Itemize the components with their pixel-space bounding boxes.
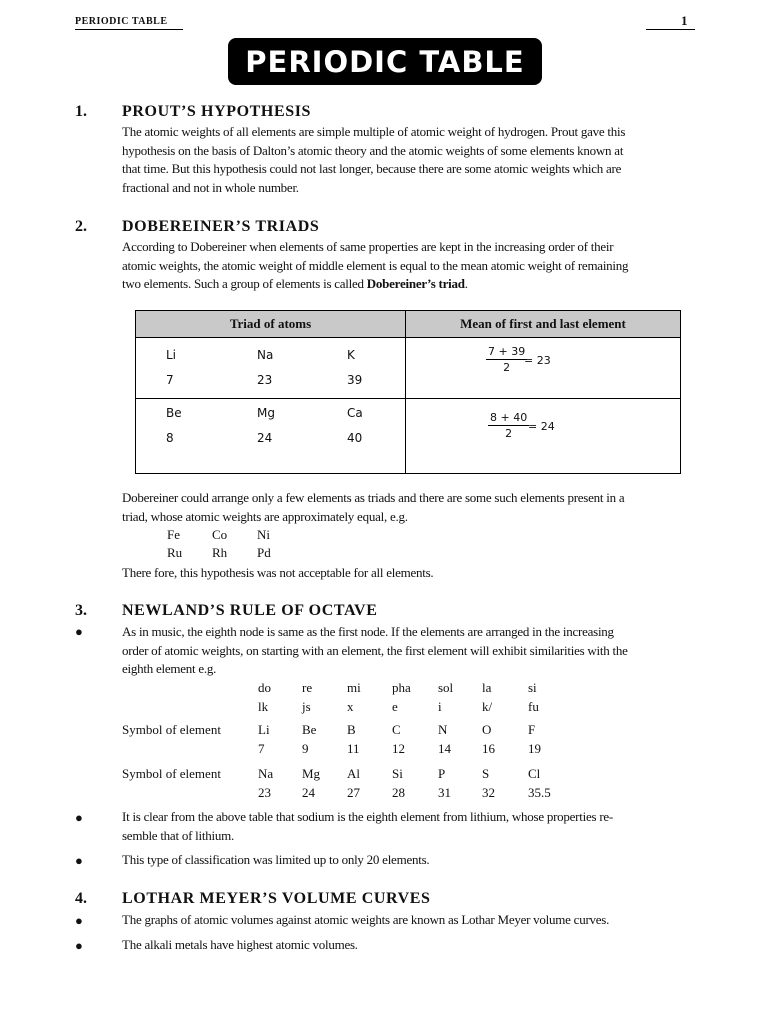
running-header: PERIODIC TABLE <box>75 16 168 27</box>
atomic-weight: 8 <box>166 431 174 445</box>
section-3-number: 3. <box>75 602 87 619</box>
mean-result: = 24 <box>528 420 555 433</box>
octave-cell: 32 <box>482 785 495 800</box>
table-header-mean: Mean of first and last element <box>406 311 681 338</box>
section-1-title: PROUT’S HYPOTHESIS <box>122 103 312 120</box>
bullet-icon: ● <box>75 913 83 928</box>
octave-cell: 19 <box>528 741 541 756</box>
text-line: Dobereiner could arrange only a few elements as triads and there are some such elements present in a <box>122 490 625 505</box>
section-2-number: 2. <box>75 218 87 235</box>
section-2-after-paragraph <box>122 489 692 526</box>
octave-cell: Si <box>392 766 403 781</box>
element-symbol: Li <box>166 348 177 362</box>
octave-cell: 31 <box>438 785 451 800</box>
page-title: PERIODIC TABLE <box>228 38 542 85</box>
header-rule-right <box>646 29 695 30</box>
octave-cell: e <box>392 699 398 714</box>
fraction-numerator: 7 + 39 <box>488 345 526 358</box>
octave-cell: 12 <box>392 741 405 756</box>
octave-cell: re <box>302 680 313 695</box>
section-3-bullet-2 <box>122 808 692 845</box>
table-cell-triad-1 <box>136 338 406 399</box>
octave-cell: 27 <box>347 785 360 800</box>
section-4-bullet-2: The alkali metals have highest atomic volumes. <box>122 937 358 952</box>
triad-table <box>135 310 681 474</box>
section-2-paragraph <box>122 238 692 294</box>
section-1-number: 1. <box>75 103 87 120</box>
example-element: Co <box>212 527 228 542</box>
element-symbol: K <box>347 348 355 362</box>
term-bold: Dobereiner’s triad <box>366 276 465 291</box>
atomic-weight: 23 <box>257 373 273 387</box>
octave-cell: pha <box>392 680 411 695</box>
octave-cell: 35.5 <box>528 785 551 800</box>
section-4-title: LOTHAR MEYER’S VOLUME CURVES <box>122 890 431 907</box>
atomic-weight: 7 <box>166 373 174 387</box>
octave-cell: Na <box>258 766 274 781</box>
text-span: two elements. Such a group of elements is called <box>122 276 367 291</box>
octave-cell: Cl <box>528 766 541 781</box>
octave-cell: F <box>528 722 536 737</box>
octave-cell: B <box>347 722 356 737</box>
octave-cell: S <box>482 766 490 781</box>
table-header-triad: Triad of atoms <box>136 311 406 338</box>
octave-cell: i <box>438 699 442 714</box>
octave-cell: 14 <box>438 741 451 756</box>
section-4-number: 4. <box>75 890 87 907</box>
section-2-title: DOBEREINER’S TRIADS <box>122 218 320 235</box>
octave-cell: 24 <box>302 785 315 800</box>
example-element: Ru <box>167 545 183 560</box>
octave-cell: k/ <box>482 699 493 714</box>
octave-cell: la <box>482 680 492 695</box>
fraction-denominator: 2 <box>505 427 513 440</box>
octave-cell: Mg <box>302 766 321 781</box>
mean-result: = 23 <box>524 354 551 367</box>
fraction-numerator: 8 + 40 <box>490 411 528 424</box>
mean-fraction <box>486 345 551 374</box>
octave-cell: do <box>258 680 271 695</box>
section-1-paragraph <box>122 123 692 197</box>
bullet-icon: ● <box>75 938 83 953</box>
row-label: Symbol of element <box>122 722 221 737</box>
mean-fraction <box>488 411 555 440</box>
bullet-icon: ● <box>75 624 83 639</box>
text-line: As in music, the eighth node is same as the first node. If the elements are arranged in the increasing <box>122 624 614 639</box>
octave-cell: 28 <box>392 785 405 800</box>
element-symbol: Be <box>166 406 182 420</box>
text-line: semble that of lithium. <box>122 827 234 843</box>
table-cell-triad-2 <box>136 399 406 474</box>
octave-cell: 23 <box>258 785 271 800</box>
page-number: 1 <box>681 13 688 28</box>
octave-cell: sol <box>438 680 454 695</box>
section-3-title: NEWLAND’S RULE OF OCTAVE <box>122 602 378 619</box>
octave-cell: Al <box>347 766 360 781</box>
bullet-icon: ● <box>75 810 83 825</box>
text-line: The atomic weights of all elements are simple multiple of atomic weight of hydrogen. Prout gave this <box>122 124 626 139</box>
octave-cell: 7 <box>258 741 265 756</box>
octave-cell: Be <box>302 722 317 737</box>
octave-cell: fu <box>528 699 539 714</box>
example-element: Rh <box>212 545 228 560</box>
element-symbol: Ca <box>347 406 363 420</box>
octave-cell: 16 <box>482 741 495 756</box>
text-line: order of atomic weights, on starting with an element, the first element will exhibit similarities with the <box>122 642 628 658</box>
text-line <box>122 275 692 294</box>
section-3-bullet-3: This type of classification was limited up to only 20 elements. <box>122 852 430 867</box>
octave-cell: js <box>302 699 311 714</box>
octave-cell: P <box>438 766 446 781</box>
bullet-icon: ● <box>75 853 83 868</box>
section-3-bullet-1 <box>122 623 692 679</box>
text-line: triad, whose atomic weights are approximately equal, e.g. <box>122 508 408 524</box>
octave-cell: Li <box>258 722 270 737</box>
table-cell-mean-1 <box>406 338 681 399</box>
example-element: Ni <box>257 527 270 542</box>
text-line: It is clear from the above table that sodium is the eighth element from lithium, whose properties re- <box>122 809 613 824</box>
element-symbol: Mg <box>257 406 275 420</box>
fraction-denominator: 2 <box>503 361 511 374</box>
octave-cell: si <box>528 680 537 695</box>
octave-cell: x <box>347 699 354 714</box>
atomic-weight: 24 <box>257 431 273 445</box>
octave-cell: 9 <box>302 741 309 756</box>
octave-cell: C <box>392 722 401 737</box>
header-rule-left <box>75 29 183 30</box>
octave-cell: 11 <box>347 741 360 756</box>
text-line: According to Dobereiner when elements of same properties are kept in the increasing order of their <box>122 239 614 254</box>
text-line: fractional and not in whole number. <box>122 179 299 195</box>
section-4-bullet-1: The graphs of atomic volumes against atomic weights are known as Lothar Meyer volume curves. <box>122 912 610 927</box>
section-2-conclusion: There fore, this hypothesis was not acceptable for all elements. <box>122 565 434 580</box>
text-span: . <box>464 276 468 291</box>
example-element: Fe <box>167 527 180 542</box>
row-label: Symbol of element <box>122 766 221 781</box>
octave-cell: mi <box>347 680 361 695</box>
text-line: that time. But this hypothesis could not last longer, because there are some atomic weights which are <box>122 161 622 176</box>
octave-cell: lk <box>258 699 269 714</box>
text-line: atomic weights, the atomic weight of middle element is equal to the mean atomic weight of remaining <box>122 257 629 273</box>
text-line: eighth element e.g. <box>122 661 217 676</box>
atomic-weight: 40 <box>347 431 363 445</box>
example-element: Pd <box>257 545 271 560</box>
atomic-weight: 39 <box>347 373 363 387</box>
octave-cell: N <box>438 722 448 737</box>
element-symbol: Na <box>257 348 274 362</box>
octave-cell: O <box>482 722 492 737</box>
table-cell-mean-2 <box>406 399 681 474</box>
text-line: hypothesis on the basis of Dalton’s atomic theory and the atomic weights of some elements known at <box>122 142 624 158</box>
